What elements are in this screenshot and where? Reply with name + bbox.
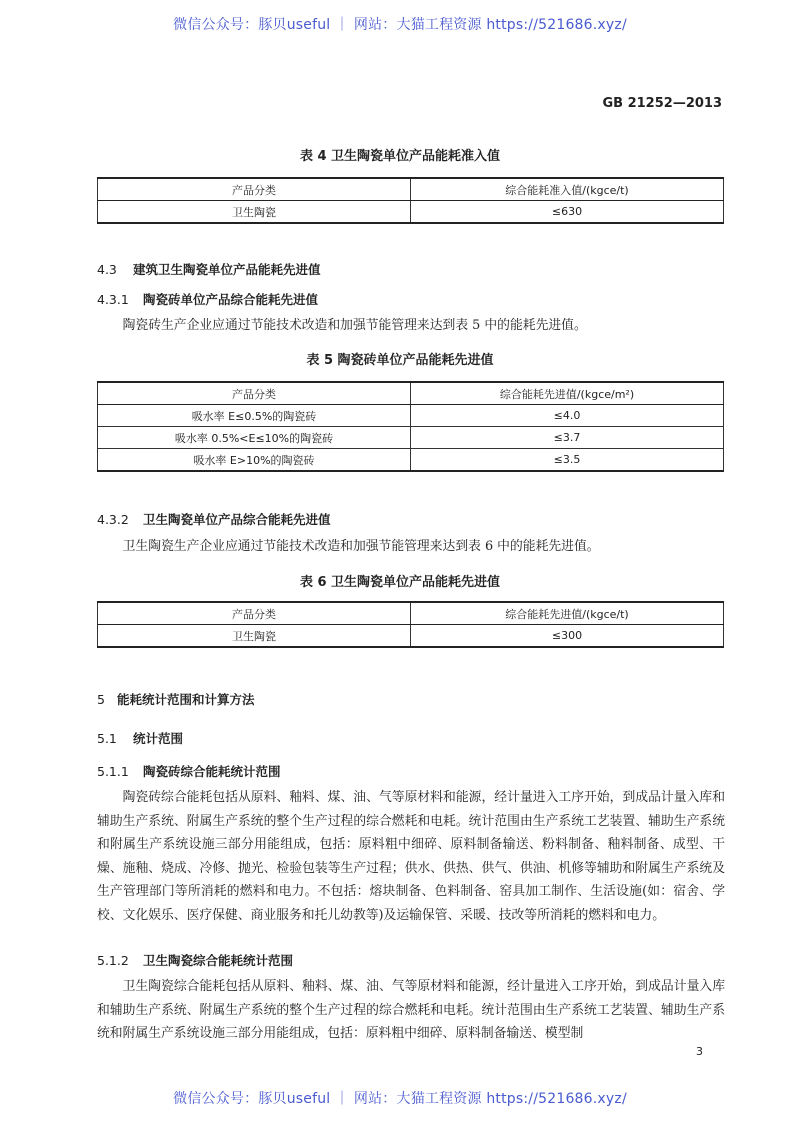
- section-title: 能耗统计范围和计算方法: [117, 692, 255, 707]
- table5-title: 表 5 陶瓷砖单位产品能耗先进值: [306, 353, 494, 368]
- table-cell: 吸水率 E>10%的陶瓷砖: [98, 449, 411, 472]
- section-title: 建筑卫生陶瓷单位产品能耗先进值: [133, 262, 321, 277]
- table-header-row: [98, 178, 724, 201]
- table-header-cell: 综合能耗准入值/(kgce/t): [411, 178, 724, 201]
- paragraph: 陶瓷砖综合能耗包括从原料、釉料、煤、油、气等原材料和能源，经计量进入工序开始，到成品计量入库和辅助生产系统、附属生产系统的整个生产过程的综合燃耗和电耗。统计范围由生产系统工艺装置、辅助生产系统和附属生产系统设施三部分用能组成，包括：原料粗中细碎、原料制备输送、粉料制备、釉料制备、成型、干燥、施釉、烧成、冷修、抛光、检验包装等生产过程；供水、供热、供气、供油、机修等辅助和附属生产系统及生产管理部门等所消耗的燃料和电力。不包括：熔块制备、色料制备、窑具加工制作、生活设施(如：宿舍、学校、文化娱乐、医疗保健、商业服务和托儿幼教等)及运输保管、采暖、技改等所消耗的燃料和电力。: [97, 790, 725, 923]
- section-heading: [97, 690, 255, 708]
- table-cell: ≤630: [411, 201, 724, 224]
- section-number: 5.1.2: [97, 953, 129, 968]
- section-number: 4.3: [97, 262, 117, 277]
- table6-title: 表 6 卫生陶瓷单位产品能耗先进值: [299, 575, 501, 590]
- section-number: 4.3.1: [97, 292, 129, 307]
- section-title: 陶瓷砖单位产品综合能耗先进值: [143, 292, 319, 307]
- table-cell: ≤300: [411, 625, 724, 648]
- table-header-row: [98, 382, 724, 405]
- standard-code: GB 21252—2013: [602, 96, 722, 111]
- paragraph: 卫生陶瓷综合能耗包括从原料、釉料、煤、油、气等原材料和能源，经计量进入工序开始，到成品计量入库和辅助生产系统、附属生产系统的整个生产过程的综合燃耗和电耗。统计范围由生产系统工艺装置、辅助生产系统和附属生产系统设施三部分用能组成，包括：原料粗中细碎、原料制备输送、模型制: [97, 979, 725, 1041]
- section-number: 5: [97, 692, 105, 707]
- table5: [97, 381, 724, 472]
- section-title: 卫生陶瓷综合能耗统计范围: [143, 953, 294, 968]
- section-heading: [97, 510, 331, 528]
- section-title: 统计范围: [133, 731, 184, 746]
- section-heading: [97, 729, 183, 747]
- table-row: [98, 449, 724, 472]
- table-cell: 卫生陶瓷: [98, 625, 411, 648]
- table-cell: 卫生陶瓷: [98, 201, 411, 224]
- section-heading: [97, 260, 321, 278]
- table4: [97, 177, 724, 224]
- table-row: [98, 201, 724, 224]
- watermark-bottom: 微信公众号：豚贝useful ｜ 网站：大猫工程资源 https://521686.xyz/: [173, 1091, 627, 1107]
- table-row: [98, 625, 724, 648]
- table-header-cell: 综合能耗先进值/(kgce/m²): [411, 382, 724, 405]
- section-number: 4.3.2: [97, 512, 129, 527]
- table-header-cell: 综合能耗先进值/(kgce/t): [411, 602, 724, 625]
- paragraph: 陶瓷砖生产企业应通过节能技术改造和加强节能管理来达到表 5 中的能耗先进值。: [122, 318, 587, 333]
- table-header-cell: 产品分类: [98, 382, 411, 405]
- paragraph: 卫生陶瓷生产企业应通过节能技术改造和加强节能管理来达到表 6 中的能耗先进值。: [122, 539, 600, 554]
- table-header-row: [98, 602, 724, 625]
- page-number: 3: [696, 1045, 703, 1058]
- table-cell: ≤3.7: [411, 427, 724, 449]
- table-cell: 吸水率 E≤0.5%的陶瓷砖: [98, 405, 411, 427]
- section-title: 陶瓷砖综合能耗统计范围: [143, 764, 281, 779]
- section-heading: [97, 762, 281, 780]
- section-heading: [97, 951, 293, 969]
- watermark-top: 微信公众号：豚贝useful ｜ 网站：大猫工程资源 https://521686.xyz/: [173, 17, 627, 33]
- table6: [97, 601, 724, 648]
- table-cell: ≤3.5: [411, 449, 724, 472]
- table-cell: 吸水率 0.5%<E≤10%的陶瓷砖: [98, 427, 411, 449]
- table-cell: ≤4.0: [411, 405, 724, 427]
- table4-title: 表 4 卫生陶瓷单位产品能耗准入值: [299, 149, 501, 164]
- table-row: [98, 405, 724, 427]
- section-number: 5.1.1: [97, 764, 129, 779]
- table-row: [98, 427, 724, 449]
- section-title: 卫生陶瓷单位产品综合能耗先进值: [143, 512, 331, 527]
- section-heading: [97, 290, 318, 308]
- table-header-cell: 产品分类: [98, 178, 411, 201]
- section-number: 5.1: [97, 731, 117, 746]
- table-header-cell: 产品分类: [98, 602, 411, 625]
